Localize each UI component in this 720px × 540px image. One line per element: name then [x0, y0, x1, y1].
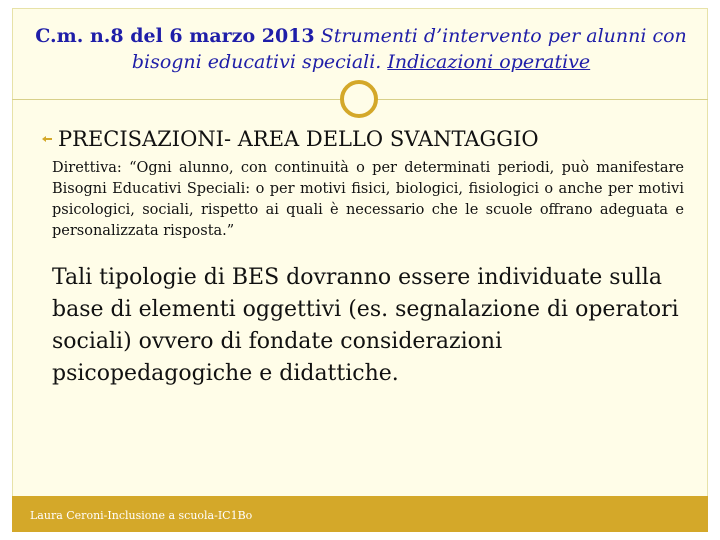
title-italic-1: Strumenti d’intervento per alunni con [314, 25, 687, 47]
title-bold: C.m. n.8 del 6 marzo 2013 [35, 25, 315, 47]
title-line-1 [13, 23, 709, 49]
diamond-bullet-icon [40, 132, 54, 146]
section-heading: PRECISAZIONI- AREA DELLO SVANTAGGIO [58, 127, 539, 151]
title-link[interactable]: Indicazioni operative [387, 51, 591, 73]
body-paragraph: Tali tipologie di BES dovranno essere individuate sulla base di elementi oggettivi (es. segnalazione di operatori sociali) ovvero di fondate considerazioni psicopedagogiche e didattiche. [52, 265, 679, 386]
title-line-2 [13, 49, 709, 75]
slide-title [13, 23, 709, 75]
footer-text: Laura Ceroni-Inclusione a scuola-IC1Bo [30, 509, 253, 522]
heading-row [40, 124, 539, 154]
directive-quote: Direttiva: “Ogni alunno, con continuità o per determinati periodi, può manifestare Bisogni Educativi Speciali: o per motivi fisici, biologici, fisiologici o anche per motivi psicologici, sociali, rispetto ai quali è necessario che le scuole offrano adeguata e personalizzata risposta.” [52, 160, 684, 239]
title-italic-2: bisogni educativi speciali. [131, 51, 388, 73]
ring-icon [340, 80, 378, 118]
